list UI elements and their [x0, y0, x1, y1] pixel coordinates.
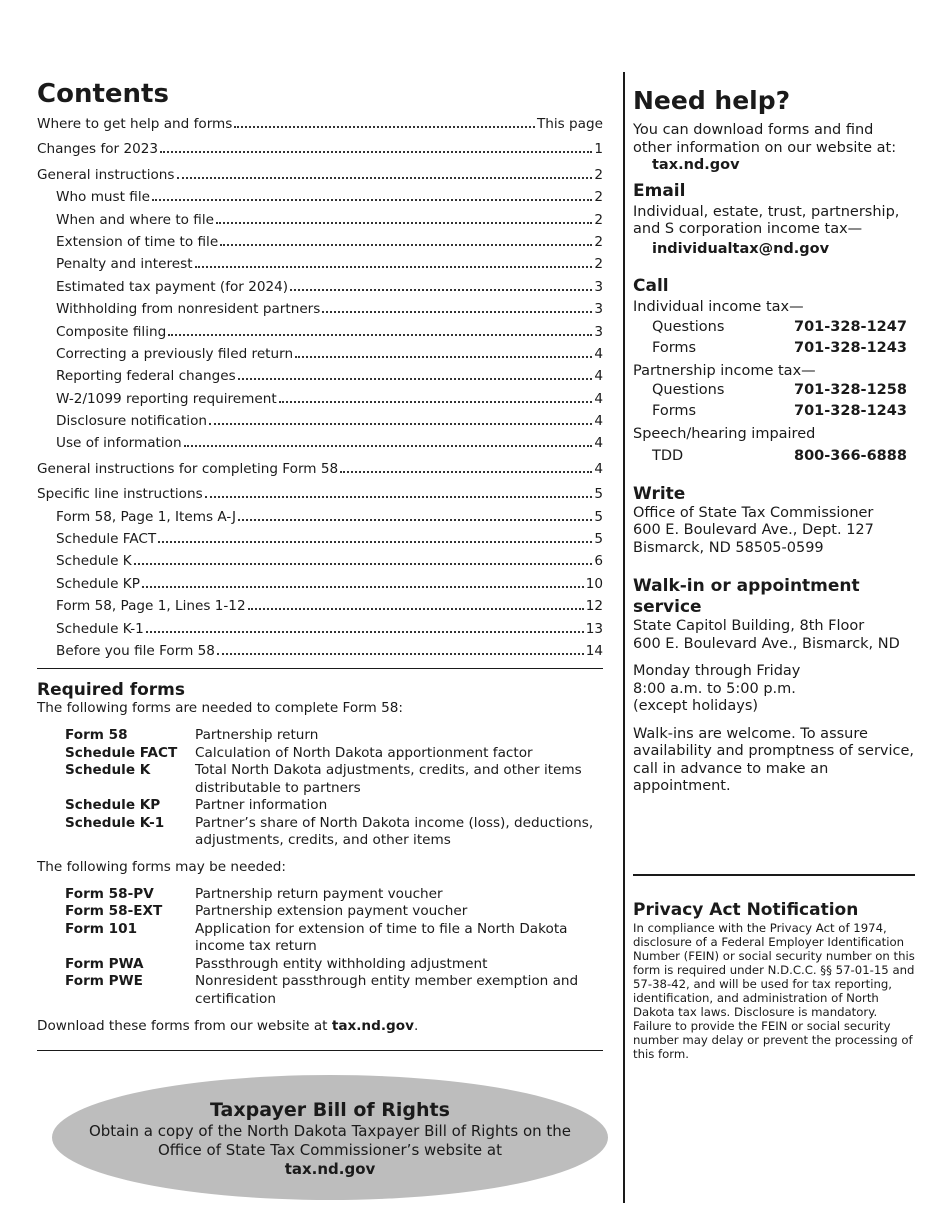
- help-intro: You can download forms and find other information on our website at:: [633, 122, 897, 156]
- toc-leader-dots: [205, 495, 593, 498]
- toc-leader-dots: [279, 400, 593, 403]
- form-name: Form 58-EXT: [65, 903, 163, 920]
- tdd-label: TDD: [652, 447, 684, 464]
- privacy-title: Privacy Act Notification: [633, 899, 859, 920]
- individual-forms-phone[interactable]: 701-328-1243: [794, 339, 907, 356]
- form-description: Nonresident passthrough entity member exemption and certification: [195, 973, 579, 1007]
- toc-entry[interactable]: [37, 234, 603, 256]
- bill-of-rights-banner: [52, 1075, 608, 1200]
- toc-entry[interactable]: [37, 324, 603, 346]
- email-heading: Email: [633, 180, 686, 201]
- individual-questions-phone[interactable]: 701-328-1247: [794, 318, 907, 335]
- toc-leader-dots: [134, 562, 593, 565]
- right-column: [633, 86, 915, 1061]
- toc-entry-page: 5: [594, 508, 603, 525]
- form-row: [65, 797, 603, 815]
- individual-forms-row: [633, 338, 915, 359]
- toc-entry-page: This page: [536, 116, 603, 132]
- form-name: Form PWA: [65, 955, 144, 972]
- partnership-forms-label: Forms: [652, 403, 697, 419]
- toc-entry-page: 3: [594, 278, 603, 295]
- toc-entry-page: 3: [594, 323, 603, 340]
- form-row: [65, 815, 603, 850]
- form-row: [65, 762, 603, 797]
- bill-of-rights-text: Obtain a copy of the North Dakota Taxpayer Bill of Rights on the Office of State Tax Commissioner’s website at: [88, 1122, 572, 1159]
- divider: [633, 874, 915, 876]
- toc-entry[interactable]: [37, 279, 603, 301]
- toc-entry[interactable]: [37, 167, 603, 189]
- partnership-questions-label: Questions: [652, 382, 725, 398]
- walkin-heading: Walk-in or appointment service: [633, 576, 860, 617]
- form-name: Form PWE: [65, 973, 143, 990]
- form-name: Form 58: [65, 727, 128, 744]
- toc-entry-page: 4: [594, 390, 603, 407]
- hours-line-2: 8:00 a.m. to 5:00 p.m.: [633, 680, 796, 697]
- toc-leader-dots: [220, 243, 592, 246]
- toc-entry-page: 10: [585, 575, 603, 592]
- toc-entry-title: Estimated tax payment (for 2024): [56, 278, 289, 295]
- toc-entry-page: 2: [594, 189, 603, 206]
- maybe-forms-list: [65, 886, 603, 1009]
- walkin-line-1: State Capitol Building, 8th Floor: [633, 618, 865, 634]
- toc-entry-title: Withholding from nonresident partners: [56, 301, 321, 318]
- toc-entry-title: Reporting federal changes: [56, 368, 236, 385]
- partnership-forms-row: [633, 401, 915, 422]
- toc-entry-title: Extension of time to file: [56, 233, 219, 250]
- toc-entry-page: 4: [594, 345, 603, 362]
- toc-entry-page: 4: [594, 460, 603, 477]
- toc-entry-title: Changes for 2023: [37, 141, 159, 158]
- walkin-note: Walk-ins are welcome. To assure availability and promptness of service, call in advance to make an appointment.: [633, 725, 915, 794]
- toc-entry-page: 12: [585, 598, 603, 615]
- toc-entry-page: 3: [594, 301, 603, 318]
- form-name: Form 101: [65, 920, 138, 937]
- form-description: Application for extension of time to file a North Dakota income tax return: [195, 920, 568, 955]
- form-description: Passthrough entity withholding adjustment: [195, 955, 488, 972]
- toc-entry[interactable]: [37, 576, 603, 598]
- toc-entry[interactable]: [37, 553, 603, 575]
- maybe-forms-intro: The following forms may be needed:: [37, 858, 286, 875]
- toc-leader-dots: [195, 265, 593, 268]
- form-row: [65, 973, 603, 1008]
- toc-entry-title: Where to get help and forms: [37, 116, 233, 132]
- need-help-title: Need help?: [633, 86, 791, 115]
- divider: [37, 1050, 603, 1051]
- individual-income-label: Individual income tax—: [633, 299, 804, 315]
- needed-forms-list: [65, 727, 603, 850]
- toc-leader-dots: [209, 422, 592, 425]
- form-description: Partnership extension payment voucher: [195, 903, 468, 920]
- toc-entry-title: W-2/1099 reporting requirement: [56, 390, 277, 407]
- form-row: [65, 886, 603, 904]
- toc-entry-title: General instructions: [37, 166, 175, 183]
- hours-line-3: (except holidays): [633, 698, 759, 714]
- toc-entry[interactable]: [37, 621, 603, 643]
- column-divider: [623, 72, 625, 1203]
- download-suffix: .: [413, 1018, 419, 1035]
- toc-entry[interactable]: [37, 598, 603, 620]
- form-description: Partner information: [195, 797, 328, 814]
- toc-leader-dots: [146, 630, 584, 633]
- toc-leader-dots: [184, 444, 593, 447]
- toc-leader-dots: [142, 585, 584, 588]
- toc-entry[interactable]: [37, 643, 603, 665]
- walkin-line-2: 600 E. Boulevard Ave., Bismarck, ND: [633, 635, 900, 652]
- toc-entry[interactable]: [37, 391, 603, 413]
- toc-leader-dots: [322, 310, 592, 313]
- toc-leader-dots: [217, 652, 584, 655]
- toc-leader-dots: [295, 355, 592, 358]
- toc-entry[interactable]: [37, 531, 603, 553]
- toc-entry-title: Schedule FACT: [56, 531, 157, 548]
- toc-leader-dots: [248, 607, 584, 610]
- partnership-questions-row: [633, 380, 915, 401]
- toc-entry[interactable]: [37, 256, 603, 278]
- write-line-1: Office of State Tax Commissioner: [633, 504, 874, 521]
- toc-entry[interactable]: [37, 346, 603, 368]
- toc-entry-title: Specific line instructions: [37, 486, 203, 503]
- hours-line-1: Monday through Friday: [633, 663, 801, 679]
- toc-entry[interactable]: [37, 116, 603, 138]
- form-row: [65, 956, 603, 974]
- toc-entry-title: General instructions for completing Form 58: [37, 460, 339, 477]
- form-description: Calculation of North Dakota apportionment factor: [195, 744, 533, 761]
- write-line-2: 600 E. Boulevard Ave., Dept. 127: [633, 522, 874, 538]
- divider: [37, 668, 603, 669]
- individual-questions-label: Questions: [652, 318, 725, 335]
- form-description: Partnership return payment voucher: [195, 885, 443, 902]
- toc-entry-title: Form 58, Page 1, Items A-J: [56, 508, 237, 525]
- toc-entry[interactable]: [37, 413, 603, 435]
- required-forms-title: Required forms: [37, 680, 186, 701]
- contents-title: Contents: [37, 79, 169, 109]
- required-forms-intro: The following forms are needed to complete Form 58:: [37, 700, 403, 717]
- bill-of-rights-body: [52, 1122, 608, 1179]
- left-column: [37, 78, 603, 1051]
- toc-leader-dots: [238, 377, 593, 380]
- form-row: [65, 727, 603, 745]
- form-row: [65, 921, 603, 956]
- email-text: Individual, estate, trust, partnership, and S corporation income tax—: [633, 203, 900, 237]
- download-note: [37, 1018, 603, 1035]
- partnership-forms-phone[interactable]: 701-328-1243: [794, 403, 907, 419]
- toc-leader-dots: [238, 518, 592, 521]
- toc-entry[interactable]: [37, 212, 603, 234]
- toc-leader-dots: [168, 333, 592, 336]
- download-prefix: Download these forms from our website at: [37, 1018, 332, 1035]
- toc-entry[interactable]: [37, 301, 603, 323]
- toc-leader-dots: [216, 221, 592, 224]
- individual-questions-row: [633, 317, 915, 338]
- partnership-questions-phone[interactable]: 701-328-1258: [794, 382, 907, 398]
- tdd-row: [633, 446, 915, 467]
- form-name: Schedule FACT: [65, 744, 178, 761]
- toc-leader-dots: [160, 150, 592, 153]
- toc-entry[interactable]: [37, 368, 603, 390]
- toc-entry[interactable]: [37, 189, 603, 211]
- toc-entry[interactable]: [37, 486, 603, 508]
- form-description: Total North Dakota adjustments, credits, and other items distributable to partners: [195, 762, 582, 796]
- toc-leader-dots: [340, 470, 592, 473]
- toc-entry-page: 4: [594, 368, 603, 385]
- toc-entry-title: Penalty and interest: [56, 256, 193, 273]
- tdd-phone[interactable]: 800-366-6888: [794, 447, 907, 464]
- toc-entry-title: Correcting a previously filed return: [56, 345, 294, 362]
- form-row: [65, 745, 603, 763]
- toc-entry[interactable]: [37, 141, 603, 163]
- toc-leader-dots: [290, 288, 592, 291]
- form-name: Schedule KP: [65, 797, 161, 814]
- table-of-contents: [37, 116, 603, 665]
- write-heading: Write: [633, 483, 686, 504]
- partnership-income-label: Partnership income tax—: [633, 362, 816, 379]
- toc-entry-page: 2: [594, 166, 603, 183]
- toc-leader-dots: [158, 540, 592, 543]
- bill-of-rights-site-link[interactable]: tax.nd.gov: [284, 1160, 376, 1178]
- toc-entry[interactable]: [37, 509, 603, 531]
- toc-entry-page: 5: [594, 486, 603, 503]
- download-site-link[interactable]: tax.nd.gov: [331, 1018, 414, 1035]
- help-site-link[interactable]: tax.nd.gov: [652, 157, 740, 173]
- write-line-3: Bismarck, ND 58505-0599: [633, 539, 824, 556]
- form-description: Partner’s share of North Dakota income (loss), deductions, adjustments, credits, and other items: [195, 814, 594, 849]
- speech-hearing-label: Speech/hearing impaired: [633, 426, 816, 442]
- toc-entry-page: 4: [594, 413, 603, 430]
- toc-entry-page: 14: [585, 642, 603, 659]
- form-description: Partnership return: [195, 727, 319, 744]
- toc-leader-dots: [177, 176, 593, 179]
- bill-of-rights-title: Taxpayer Bill of Rights: [210, 1099, 450, 1121]
- toc-entry-title: Schedule K: [56, 553, 132, 570]
- form-name: Schedule K: [65, 762, 151, 779]
- toc-entry-title: Schedule KP: [56, 575, 140, 592]
- toc-entry-title: Use of information: [56, 435, 182, 452]
- form-row: [65, 903, 603, 921]
- toc-entry-page: 1: [594, 141, 603, 158]
- toc-entry-page: 13: [585, 620, 603, 637]
- toc-entry-page: 2: [594, 211, 603, 228]
- toc-entry-page: 4: [594, 435, 603, 452]
- toc-leader-dots: [152, 198, 592, 201]
- toc-entry-title: Composite filing: [56, 323, 167, 340]
- toc-entry[interactable]: [37, 461, 603, 483]
- call-heading: Call: [633, 276, 669, 296]
- toc-entry-title: Disclosure notification: [56, 413, 208, 430]
- toc-entry-page: 2: [594, 233, 603, 250]
- toc-entry-page: 5: [594, 531, 603, 548]
- toc-entry-page: 6: [594, 553, 603, 570]
- form-name: Schedule K-1: [65, 814, 165, 831]
- individual-forms-label: Forms: [652, 339, 697, 356]
- toc-entry-title: Form 58, Page 1, Lines 1-12: [56, 598, 246, 615]
- toc-entry-title: Before you file Form 58: [56, 642, 215, 659]
- toc-entry[interactable]: [37, 435, 603, 457]
- privacy-body: In compliance with the Privacy Act of 1974, disclosure of a Federal Employer Identification Number (FEIN) or social security number on this form is required under N.D.C.C. §§ 57-01-15 and 57-38-42, and will be used for tax reporting, identification, and administration of North Dakota tax laws. Disclosure is mandatory. Failure to provide the FEIN or social security number may delay or prevent the processing of this form.: [633, 920, 915, 1061]
- toc-leader-dots: [234, 125, 535, 128]
- form-name: Form 58-PV: [65, 885, 154, 902]
- email-address-link[interactable]: individualtax@nd.gov: [652, 240, 830, 257]
- toc-entry-page: 2: [594, 256, 603, 273]
- toc-entry-title: When and where to file: [56, 211, 214, 228]
- toc-entry-title: Who must file: [56, 189, 150, 206]
- toc-entry-title: Schedule K-1: [56, 620, 144, 637]
